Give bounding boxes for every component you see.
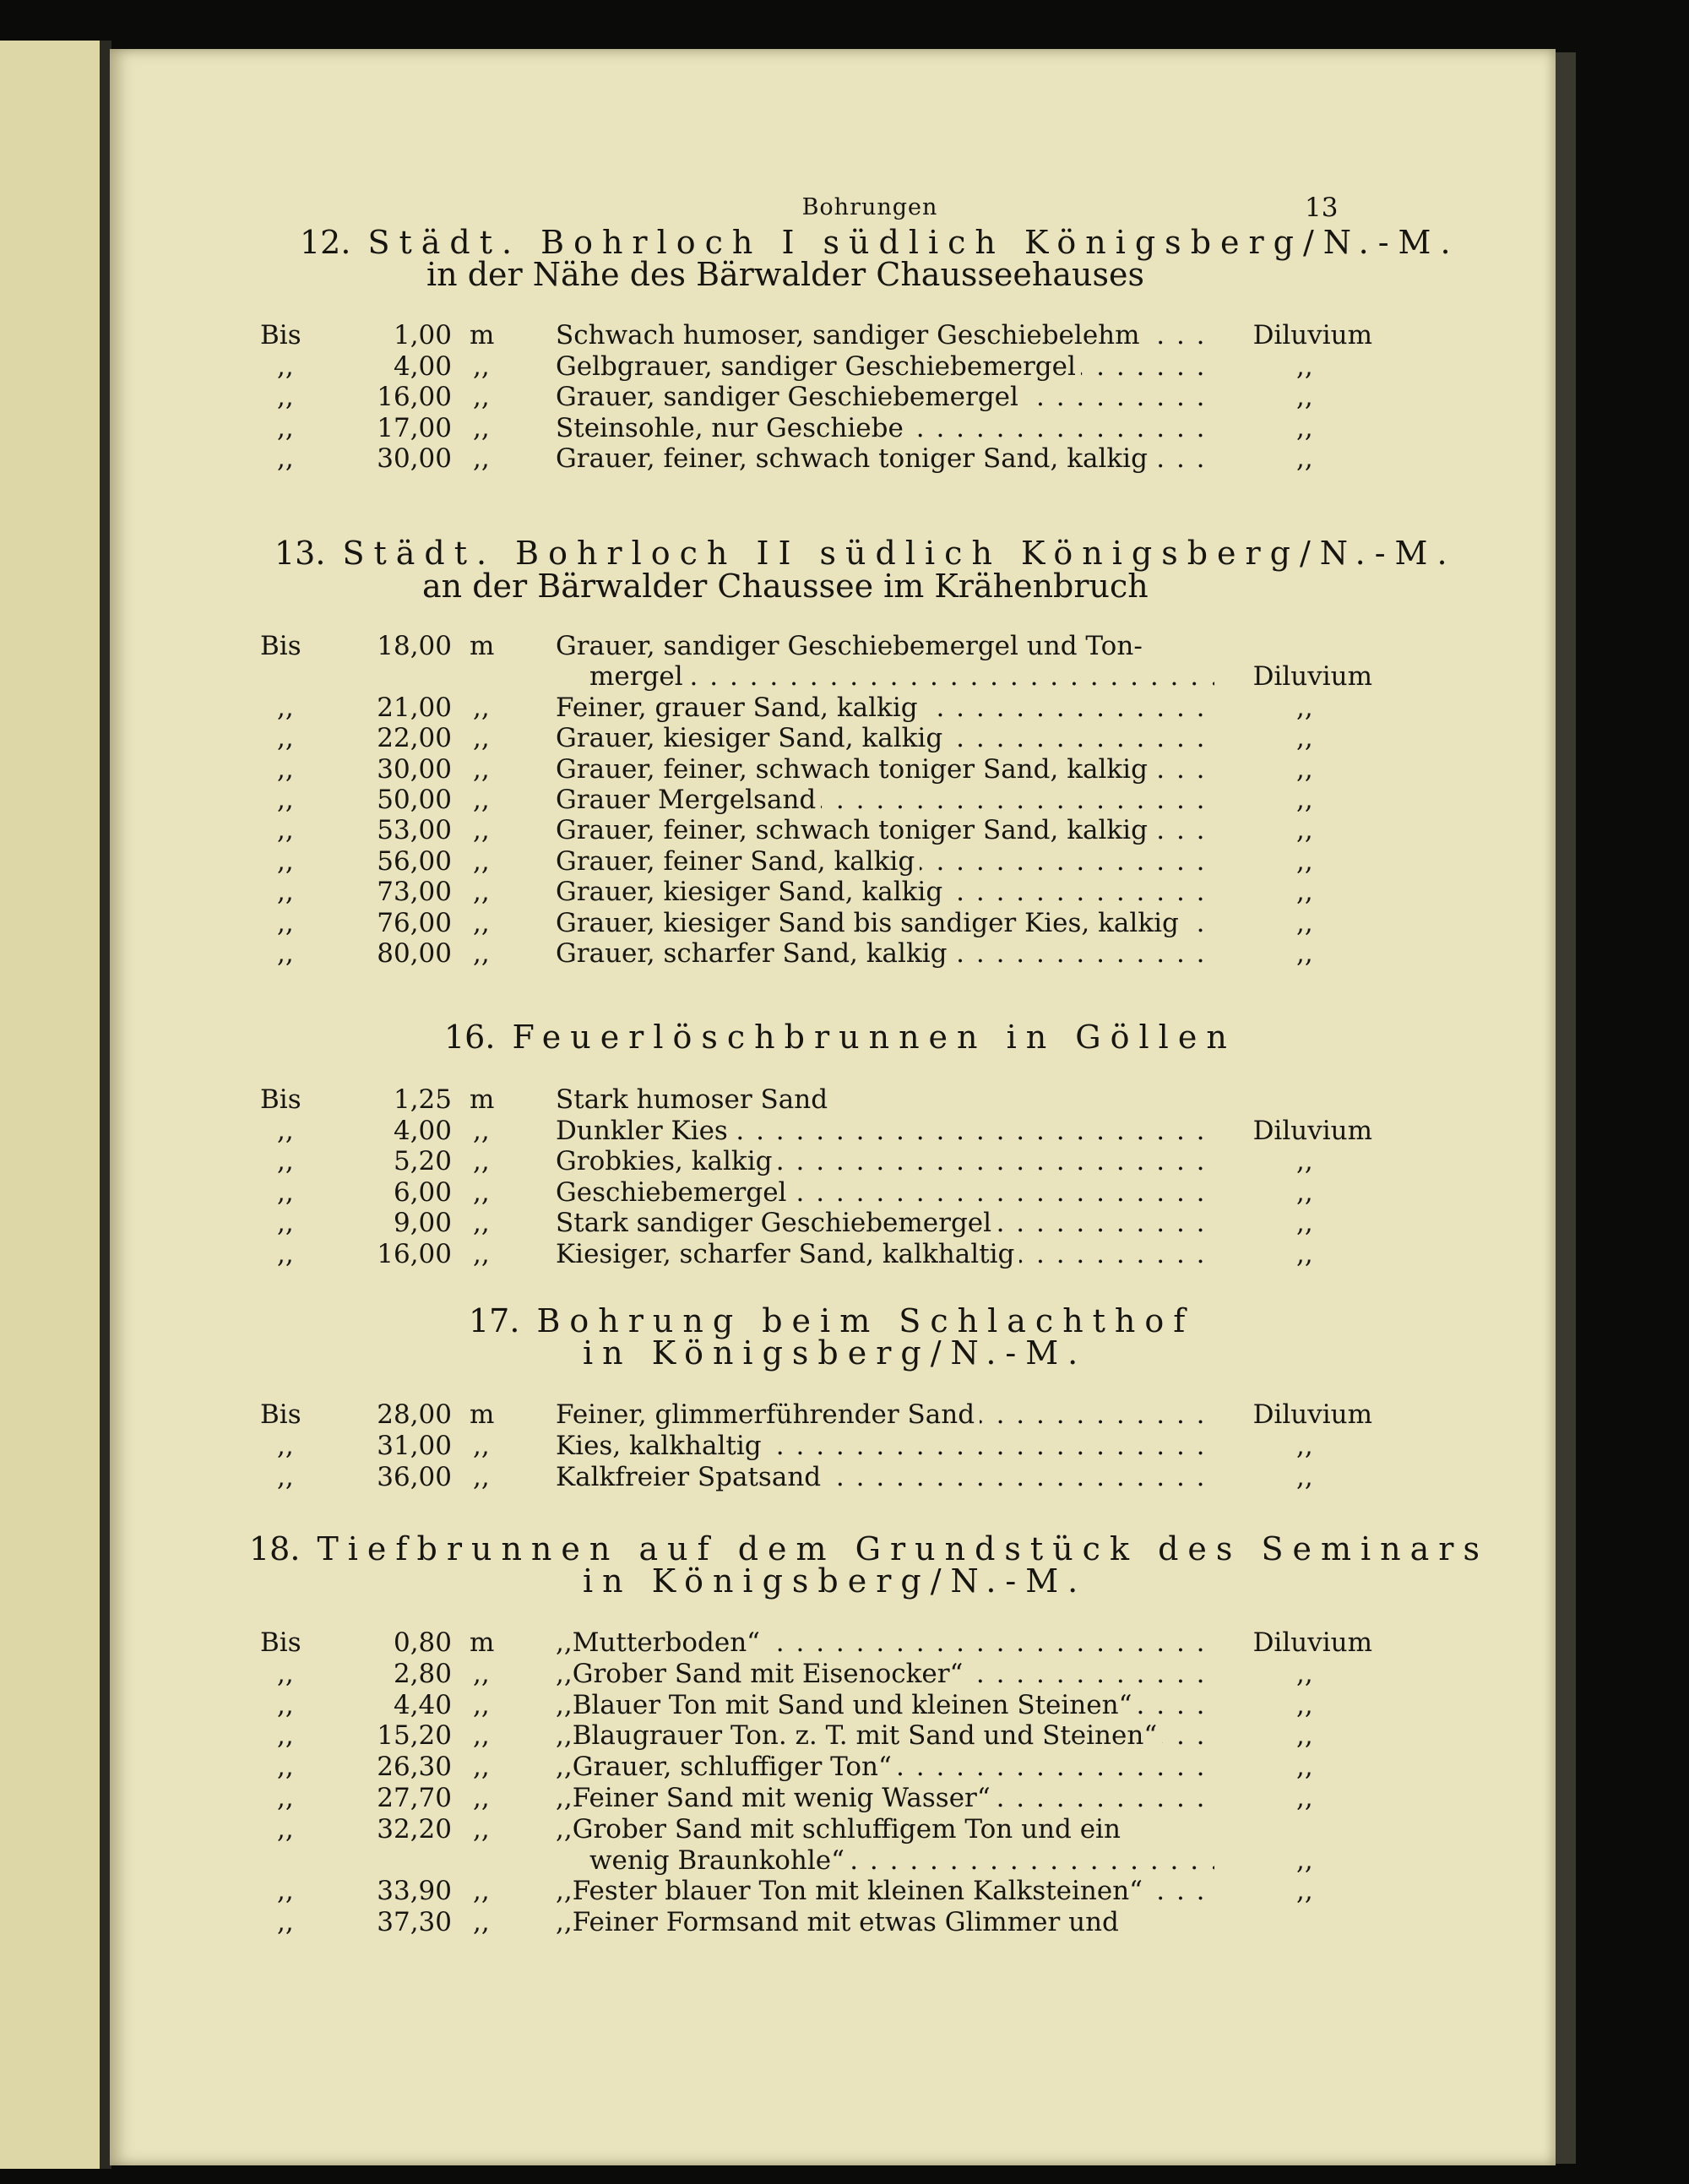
depth-unit: ,, (473, 1115, 490, 1146)
depth-prefix: ,, (277, 1238, 294, 1269)
formation-label: ,, (1296, 1462, 1313, 1492)
formation-label: ,, (1296, 1752, 1313, 1783)
depth-value: 15,20 (377, 1720, 452, 1752)
depth-prefix: ,, (277, 382, 294, 412)
layer-description-text: Steinsohle, nur Geschiebe (556, 414, 909, 443)
formation-label: ,, (1296, 1238, 1313, 1269)
formation-label: Diluvium (1252, 661, 1372, 693)
formation-label: Diluvium (1252, 320, 1372, 350)
formation-label: ,, (1296, 1176, 1313, 1208)
layer-description-text: Grauer, feiner, schwach toniger Sand, kalkig (556, 755, 1153, 784)
depth-unit: ,, (473, 692, 490, 723)
formation-label: ,, (1296, 1844, 1313, 1876)
section-number: 13. (274, 535, 326, 572)
table-row (110, 632, 1545, 660)
depth-unit: ,, (473, 1431, 490, 1461)
depth-value: 0,80 (393, 1627, 452, 1658)
depth-unit: ,, (473, 350, 490, 382)
depth-prefix: ,, (277, 443, 294, 474)
depth-unit: ,, (473, 1907, 490, 1938)
section-number: 16. (444, 1019, 496, 1056)
depth-value: 18,00 (377, 631, 452, 661)
depth-value: 33,90 (377, 1876, 452, 1907)
section-number: 17. (469, 1302, 520, 1339)
layer-description (556, 1116, 1214, 1145)
depth-value: 73,00 (377, 877, 452, 908)
layer-description (556, 1432, 1214, 1460)
depth-unit: ,, (473, 1462, 490, 1492)
depth-value: 76,00 (377, 907, 452, 938)
book-page (110, 49, 1556, 2165)
layer-description-text: Feiner, grauer Sand, kalkig (556, 693, 923, 722)
layer-description-text: ,,Fester blauer Ton mit kleinen Kalksteinen“ (556, 1877, 1148, 1905)
formation-label: ,, (1296, 443, 1313, 474)
depth-value: 4,00 (393, 1115, 452, 1146)
layer-description (589, 662, 1214, 691)
layer-description-text: ,,Mutterboden“ (556, 1628, 765, 1657)
depth-prefix: ,, (277, 1813, 294, 1844)
table-row (110, 383, 1545, 411)
table-row (110, 877, 1545, 906)
depth-value: 28,00 (377, 1399, 452, 1430)
layer-description (589, 1846, 1214, 1875)
formation-label: ,, (1296, 1876, 1313, 1907)
table-row (110, 1752, 1545, 1781)
layer-description-text: ,,Blauer Ton mit Sand und kleinen Steinen“ (556, 1691, 1137, 1719)
table-row (110, 1147, 1545, 1176)
depth-unit: ,, (473, 1689, 490, 1720)
depth-value: 56,00 (377, 845, 452, 877)
layer-description-text: Grauer, sandiger Geschiebemergel und Ton- (556, 632, 1148, 660)
table-row (110, 693, 1545, 722)
depth-prefix: ,, (277, 692, 294, 723)
table-row (110, 1463, 1545, 1491)
layer-description-text: ,,Grober Sand mit Eisenocker“ (556, 1660, 968, 1688)
depth-prefix: ,, (277, 350, 294, 382)
table-row (110, 1784, 1545, 1812)
depth-unit: ,, (473, 1783, 490, 1813)
depth-prefix: ,, (277, 1176, 294, 1208)
layer-description (556, 1400, 1214, 1429)
layer-description-text: Grauer, sandiger Geschiebemergel (556, 383, 1024, 411)
layer-description (556, 414, 1214, 443)
layer-description-text: Grauer, kiesiger Sand, kalkig (556, 724, 948, 752)
layer-description-text: Grauer, feiner Sand, kalkig (556, 847, 920, 876)
layer-description-text: Dunkler Kies (556, 1116, 733, 1145)
depth-value: 2,80 (393, 1658, 452, 1689)
section-title-text: in Königsberg/N.-M. (583, 1562, 1088, 1600)
depth-prefix: ,, (277, 723, 294, 754)
depth-unit: ,, (473, 1238, 490, 1269)
layer-description (556, 1784, 1214, 1812)
depth-prefix: ,, (277, 1658, 294, 1689)
depth-unit: ,, (473, 1176, 490, 1208)
depth-unit: ,, (473, 443, 490, 474)
layer-description (556, 724, 1214, 752)
section-title-text: Städt. Bohrloch II südlich Königsberg/N.-M. (342, 535, 1457, 572)
layer-description-text: Kies, kalkhaltig (556, 1432, 767, 1460)
table-row (110, 1815, 1545, 1844)
depth-unit: ,, (473, 1208, 490, 1238)
layer-description-text: ,,Feiner Sand mit wenig Wasser“ (556, 1784, 996, 1812)
depth-value: 16,00 (377, 382, 452, 412)
layer-description-text: Grauer, scharfer Sand, kalkig (556, 939, 953, 968)
layer-description (556, 909, 1214, 937)
depth-prefix: ,, (277, 1115, 294, 1146)
right-page-edge (1556, 52, 1576, 2164)
formation-label: ,, (1296, 845, 1313, 877)
depth-prefix: ,, (277, 845, 294, 877)
table-row (110, 1209, 1545, 1237)
formation-label: ,, (1296, 753, 1313, 785)
depth-unit: ,, (473, 845, 490, 877)
table-row (110, 1721, 1545, 1750)
layer-description (556, 1463, 1214, 1491)
running-title: Bohrungen (801, 194, 938, 220)
layer-description-text: wenig Braunkohle“ (589, 1846, 850, 1875)
depth-value: 4,40 (393, 1689, 452, 1720)
depth-prefix: Bis (260, 1399, 301, 1430)
layer-description-text: ,,Feiner Formsand mit etwas Glimmer und (556, 1908, 1124, 1937)
layer-description (556, 816, 1214, 845)
depth-prefix: ,, (277, 1146, 294, 1176)
layer-description-text: ,,Blaugrauer Ton. z. T. mit Sand und Steinen“ (556, 1721, 1162, 1750)
table-row (110, 909, 1545, 937)
depth-prefix: ,, (277, 1208, 294, 1238)
formation-label: Diluvium (1252, 1399, 1372, 1430)
table-row (110, 1400, 1545, 1429)
depth-prefix: ,, (277, 1907, 294, 1938)
depth-unit: ,, (473, 753, 490, 785)
layer-description (556, 1691, 1214, 1719)
depth-prefix: ,, (277, 785, 294, 815)
layer-description-text: Grobkies, kalkig (556, 1147, 777, 1176)
section-title-line (426, 255, 1144, 294)
section-title-text: Bohrung beim Schlachthof (536, 1302, 1195, 1339)
layer-description (556, 1660, 1214, 1688)
table-row (110, 1660, 1545, 1688)
depth-prefix: ,, (277, 412, 294, 443)
depth-value: 4,00 (393, 350, 452, 382)
layer-description (556, 321, 1214, 350)
depth-unit: ,, (473, 412, 490, 443)
formation-label: ,, (1296, 938, 1313, 969)
depth-unit: ,, (473, 1752, 490, 1783)
section-number: 12. (300, 224, 351, 261)
depth-unit: ,, (473, 1658, 490, 1689)
layer-description-text: Grauer, feiner, schwach toniger Sand, kalkig (556, 816, 1153, 845)
depth-value: 53,00 (377, 815, 452, 846)
layer-description (556, 1209, 1214, 1237)
table-row (110, 1877, 1545, 1905)
formation-label: ,, (1296, 692, 1313, 723)
formation-label: ,, (1296, 1208, 1313, 1238)
table-row (110, 1628, 1545, 1657)
layer-description (556, 693, 1214, 722)
layer-description-text: mergel (589, 662, 688, 691)
layer-description-text: Kiesiger, scharfer Sand, kalkhaltig (556, 1240, 1019, 1269)
table-row (110, 785, 1545, 814)
table-row (110, 1085, 1545, 1114)
formation-label: ,, (1296, 1146, 1313, 1176)
section-title-text: an der Bärwalder Chaussee im Krähenbruch (422, 568, 1149, 605)
layer-description-text: Stark sandiger Geschiebemergel (556, 1209, 997, 1237)
depth-value: 17,00 (377, 412, 452, 443)
depth-value: 22,00 (377, 723, 452, 754)
table-row (110, 1691, 1545, 1719)
layer-description (556, 1178, 1214, 1207)
layer-description-text: Schwach humoser, sandiger Geschiebelehm (556, 321, 1145, 350)
table-row (110, 1240, 1545, 1269)
formation-label: ,, (1296, 1689, 1313, 1720)
depth-unit: ,, (473, 1720, 490, 1752)
depth-value: 1,00 (393, 320, 452, 350)
layer-description-text: Gelbgrauer, sandiger Geschiebemergel (556, 352, 1081, 381)
layer-description (556, 1628, 1214, 1657)
table-row (110, 1178, 1545, 1207)
table-row (110, 816, 1545, 845)
layer-description (556, 1752, 1214, 1781)
formation-label: Diluvium (1252, 1627, 1372, 1658)
depth-prefix: Bis (260, 1084, 301, 1115)
formation-label: ,, (1296, 877, 1313, 908)
section-title-line (583, 1562, 1087, 1600)
depth-value: 36,00 (377, 1462, 452, 1492)
table-row (110, 1116, 1545, 1145)
depth-value: 9,00 (393, 1208, 452, 1238)
layer-description (556, 1147, 1214, 1176)
layer-description-text: Kalkfreier Spatsand (556, 1463, 826, 1491)
layer-description (556, 1240, 1214, 1269)
depth-value: 6,00 (393, 1176, 452, 1208)
depth-unit: ,, (473, 1146, 490, 1176)
layer-description (556, 1908, 1214, 1937)
table-row (110, 444, 1545, 473)
depth-prefix: ,, (277, 1720, 294, 1752)
table-row (110, 352, 1545, 381)
depth-unit: ,, (473, 785, 490, 815)
table-row (110, 321, 1545, 350)
formation-label: ,, (1296, 907, 1313, 938)
formation-label: ,, (1296, 412, 1313, 443)
layer-description (556, 1815, 1214, 1844)
depth-value: 37,30 (377, 1907, 452, 1938)
layer-description (556, 1085, 1214, 1114)
depth-prefix: ,, (277, 877, 294, 908)
section-title-text: in der Nähe des Bärwalder Chausseehauses (426, 256, 1144, 293)
table-row (110, 939, 1545, 968)
formation-label: ,, (1296, 350, 1313, 382)
layer-description (556, 1877, 1214, 1905)
formation-label: ,, (1296, 1431, 1313, 1461)
layer-description-text: Grauer, kiesiger Sand, kalkig (556, 877, 948, 906)
layer-description (556, 877, 1214, 906)
depth-unit: m (470, 1399, 495, 1430)
layer-description (556, 632, 1214, 660)
depth-prefix: ,, (277, 1431, 294, 1461)
layer-description-text: ,,Grober Sand mit schluffigem Ton und ein (556, 1815, 1126, 1844)
depth-unit: ,, (473, 723, 490, 754)
depth-prefix: ,, (277, 1752, 294, 1783)
depth-prefix: ,, (277, 938, 294, 969)
depth-value: 30,00 (377, 443, 452, 474)
depth-value: 1,25 (393, 1084, 452, 1115)
section-title-text: Tiefbrunnen auf dem Grundstück des Seminars (317, 1530, 1489, 1567)
layer-description-text: Grauer, kiesiger Sand bis sandiger Kies, kalkig (556, 909, 1184, 937)
depth-value: 32,20 (377, 1813, 452, 1844)
page-number: 13 (1305, 193, 1339, 223)
layer-description-text: Grauer, feiner, schwach toniger Sand, kalkig (556, 444, 1153, 473)
depth-value: 16,00 (377, 1238, 452, 1269)
depth-value: 80,00 (377, 938, 452, 969)
depth-value: 21,00 (377, 692, 452, 723)
section-title-text: in Königsberg/N.-M. (583, 1334, 1088, 1372)
depth-prefix: ,, (277, 1876, 294, 1907)
layer-description (556, 1721, 1214, 1750)
depth-unit: ,, (473, 877, 490, 908)
layer-description-text: ,,Grauer, schluffiger Ton“ (556, 1752, 897, 1781)
depth-unit: ,, (473, 1876, 490, 1907)
depth-unit: m (470, 631, 495, 661)
formation-label: ,, (1296, 1720, 1313, 1752)
table-row (110, 755, 1545, 784)
formation-label: ,, (1296, 785, 1313, 815)
section-title-text: Städt. Bohrloch I südlich Königsberg/N.-M. (367, 224, 1460, 261)
depth-unit: m (470, 1084, 495, 1115)
depth-prefix: ,, (277, 815, 294, 846)
layer-description (556, 444, 1214, 473)
left-page-edge (0, 41, 106, 2169)
layer-description (556, 352, 1214, 381)
depth-unit: ,, (473, 907, 490, 938)
layer-description-text: Stark humoser Sand (556, 1085, 833, 1114)
formation-label: ,, (1296, 723, 1313, 754)
formation-label: ,, (1296, 382, 1313, 412)
depth-prefix: Bis (260, 631, 301, 661)
depth-value: 50,00 (377, 785, 452, 815)
depth-prefix: Bis (260, 1627, 301, 1658)
section-title-text: Feuerlöschbrunnen in Göllen (512, 1019, 1236, 1056)
depth-value: 30,00 (377, 753, 452, 785)
layer-description-text: Geschiebemergel (556, 1178, 791, 1207)
depth-unit: ,, (473, 938, 490, 969)
depth-prefix: ,, (277, 1783, 294, 1813)
table-row (110, 1432, 1545, 1460)
layer-description (556, 939, 1214, 968)
depth-prefix: ,, (277, 1689, 294, 1720)
section-title-line (422, 567, 1149, 606)
table-row (110, 724, 1545, 752)
depth-unit: ,, (473, 815, 490, 846)
formation-label: ,, (1296, 1783, 1313, 1813)
depth-unit: m (470, 320, 495, 350)
layer-description (556, 383, 1214, 411)
layer-description (556, 785, 1214, 814)
depth-unit: ,, (473, 1813, 490, 1844)
depth-value: 26,30 (377, 1752, 452, 1783)
depth-value: 5,20 (393, 1146, 452, 1176)
section-title-line (444, 1018, 1236, 1057)
formation-label: ,, (1296, 815, 1313, 846)
formation-label: Diluvium (1252, 1115, 1372, 1146)
depth-unit: m (470, 1627, 495, 1658)
depth-prefix: ,, (277, 753, 294, 785)
depth-value: 27,70 (377, 1783, 452, 1813)
depth-value: 31,00 (377, 1431, 452, 1461)
table-row (110, 847, 1545, 876)
depth-prefix: ,, (277, 907, 294, 938)
section-title-line (583, 1334, 1087, 1372)
table-row (110, 1846, 1545, 1875)
table-row (110, 1908, 1545, 1937)
depth-unit: ,, (473, 382, 490, 412)
layer-description (556, 755, 1214, 784)
table-row (110, 662, 1545, 691)
depth-prefix: ,, (277, 1462, 294, 1492)
formation-label: ,, (1296, 1658, 1313, 1689)
layer-description-text: Grauer Mergelsand (556, 785, 821, 814)
table-row (110, 414, 1545, 443)
section-number: 18. (249, 1530, 301, 1567)
layer-description (556, 847, 1214, 876)
depth-prefix: Bis (260, 320, 301, 350)
layer-description-text: Feiner, glimmerführender Sand (556, 1400, 980, 1429)
